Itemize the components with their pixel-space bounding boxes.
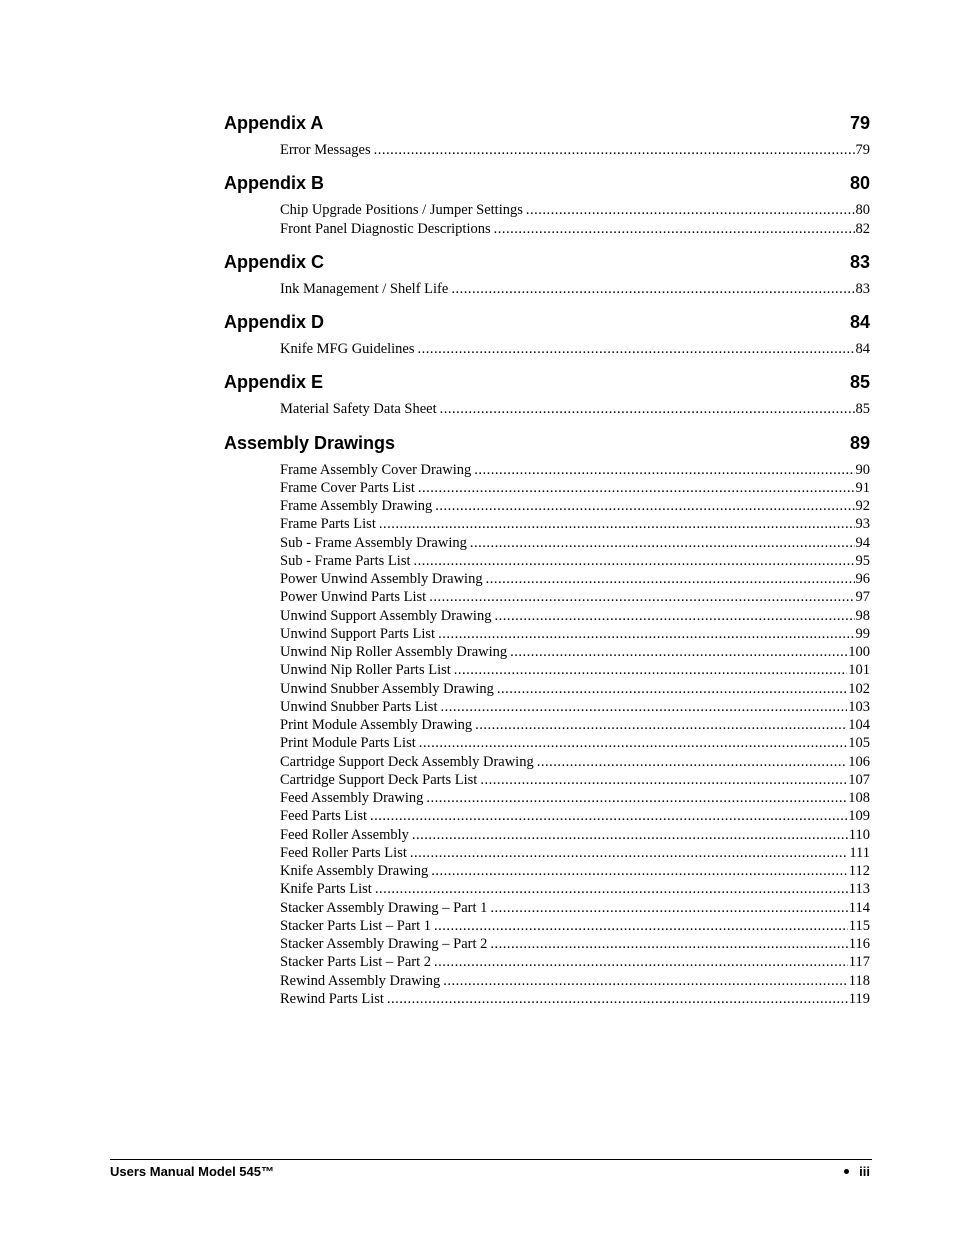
entry-title: Sub - Frame Assembly Drawing — [280, 534, 467, 551]
dot-leader — [412, 826, 848, 844]
toc-section-heading[interactable] — [224, 112, 870, 134]
dot-leader — [474, 461, 854, 479]
dot-leader — [418, 340, 855, 358]
entry-title: Feed Assembly Drawing — [280, 790, 424, 806]
toc-entry[interactable] — [280, 534, 870, 552]
toc-section-heading[interactable] — [224, 311, 870, 333]
dot-leader — [434, 917, 848, 935]
toc-entry[interactable] — [280, 771, 870, 789]
toc-entry[interactable] — [280, 990, 870, 1008]
entry-page-number: 96 — [855, 571, 870, 587]
entry-title: Print Module Assembly Drawing — [280, 717, 473, 733]
entry-page-number: 107 — [848, 771, 870, 788]
entry-title: Stacker Assembly Drawing – Part 2 — [280, 936, 488, 952]
entry-title: Stacker Parts List – Part 2 — [280, 954, 432, 971]
entry-page-number: 84 — [855, 341, 870, 357]
toc-entry[interactable] — [280, 807, 870, 825]
dot-leader — [470, 534, 855, 552]
entry-page-number: 114 — [848, 899, 870, 916]
entry-page-number: 106 — [848, 753, 870, 770]
entry-title: Power Unwind Assembly Drawing — [280, 571, 483, 587]
toc-entry[interactable] — [280, 220, 870, 238]
toc-entry-list — [280, 400, 870, 418]
entry-title: Unwind Support Assembly Drawing — [280, 607, 492, 624]
entry-page-number: 80 — [855, 202, 870, 219]
entry-title: Stacker Parts List – Part 1 — [280, 917, 432, 934]
toc-entry[interactable] — [280, 643, 870, 661]
dot-leader — [379, 515, 855, 533]
toc-entry-list — [280, 280, 870, 298]
dot-leader — [414, 552, 855, 570]
section-title: Appendix A — [224, 113, 324, 133]
toc-entry[interactable] — [280, 280, 870, 298]
section-page-number: 83 — [849, 251, 870, 272]
entry-title: Rewind Parts List — [280, 990, 384, 1007]
entry-title: Knife Assembly Drawing — [280, 863, 429, 879]
dot-leader — [490, 935, 847, 953]
toc-entry[interactable] — [280, 141, 870, 159]
entry-page-number: 118 — [848, 972, 870, 989]
entry-page-number: 98 — [855, 607, 870, 624]
entry-title: Knife MFG Guidelines — [280, 341, 415, 357]
toc-entry[interactable] — [280, 661, 870, 679]
entry-title: Chip Upgrade Positions / Jumper Settings — [280, 202, 523, 219]
toc-section-heading[interactable] — [224, 251, 870, 273]
dot-leader — [438, 625, 854, 643]
entry-page-number: 90 — [855, 461, 870, 478]
entry-page-number: 109 — [848, 808, 870, 825]
section-page-number: 89 — [849, 432, 870, 453]
entry-page-number: 92 — [855, 498, 870, 514]
entry-title: Unwind Snubber Parts List — [280, 698, 438, 715]
bullet-icon — [844, 1169, 849, 1174]
entry-page-number: 91 — [855, 479, 870, 496]
toc-entry[interactable] — [280, 625, 870, 643]
dot-leader — [443, 972, 847, 990]
toc-entry-list — [280, 201, 870, 238]
entry-page-number: 108 — [848, 790, 870, 806]
entry-page-number: 93 — [855, 516, 870, 533]
toc-entry[interactable] — [280, 552, 870, 570]
toc-entry[interactable] — [280, 972, 870, 990]
section-page-number: 80 — [849, 173, 870, 194]
entry-page-number: 112 — [848, 863, 870, 879]
toc-section-heading[interactable] — [224, 172, 870, 194]
toc-section — [224, 172, 870, 238]
dot-leader — [490, 899, 847, 917]
dot-leader — [431, 862, 848, 880]
entry-page-number: 94 — [855, 534, 870, 551]
section-title: Appendix C — [224, 251, 325, 272]
toc-section — [224, 432, 870, 1009]
footer-page-number-group — [844, 1164, 872, 1179]
dot-leader — [480, 771, 847, 789]
dot-leader — [537, 753, 848, 771]
toc-entry[interactable] — [280, 862, 870, 880]
toc-entry-list — [280, 141, 870, 159]
entry-title: Power Unwind Parts List — [280, 589, 427, 606]
entry-title: Sub - Frame Parts List — [280, 552, 411, 569]
toc-entry[interactable] — [280, 570, 870, 588]
entry-title: Material Safety Data Sheet — [280, 401, 437, 418]
section-title: Assembly Drawings — [224, 432, 396, 453]
toc-section — [224, 371, 870, 418]
toc-entry[interactable] — [280, 899, 870, 917]
entry-page-number: 102 — [848, 680, 870, 697]
toc-section — [224, 311, 870, 358]
page-footer — [110, 1159, 872, 1179]
dot-leader — [494, 220, 855, 238]
toc-entry-list — [280, 461, 870, 1009]
toc-entry[interactable] — [280, 734, 870, 752]
footer-manual-title: Users Manual Model 545™ — [110, 1164, 274, 1179]
entry-title: Feed Parts List — [280, 808, 367, 825]
toc-entry[interactable] — [280, 698, 870, 716]
entry-title: Frame Assembly Drawing — [280, 498, 433, 514]
toc-entry[interactable] — [280, 515, 870, 533]
entry-page-number: 110 — [848, 826, 870, 843]
toc-entry[interactable] — [280, 935, 870, 953]
entry-page-number: 101 — [848, 662, 870, 679]
dot-leader — [429, 588, 854, 606]
dot-leader — [497, 680, 847, 698]
section-page-number: 84 — [849, 312, 870, 332]
dot-leader — [526, 201, 855, 219]
entry-page-number: 119 — [848, 990, 870, 1007]
toc-entry[interactable] — [280, 201, 870, 219]
dot-leader — [440, 698, 847, 716]
entry-page-number: 83 — [855, 280, 870, 297]
toc-entry[interactable] — [280, 340, 870, 358]
entry-title: Frame Parts List — [280, 516, 376, 533]
entry-page-number: 116 — [848, 936, 870, 952]
entry-title: Unwind Nip Roller Assembly Drawing — [280, 644, 508, 660]
toc-entry[interactable] — [280, 917, 870, 935]
entry-title: Feed Roller Parts List — [280, 844, 407, 861]
dot-leader — [418, 479, 855, 497]
toc-entry[interactable] — [280, 479, 870, 497]
toc-entry[interactable] — [280, 400, 870, 418]
entry-title: Knife Parts List — [280, 881, 372, 898]
toc-entry[interactable] — [280, 461, 870, 479]
entry-page-number: 105 — [848, 735, 870, 752]
dot-leader — [510, 643, 847, 661]
dot-leader — [475, 716, 847, 734]
entry-title: Rewind Assembly Drawing — [280, 972, 441, 989]
entry-page-number: 100 — [848, 644, 870, 660]
table-of-contents — [224, 112, 870, 1021]
dot-leader — [440, 400, 855, 418]
toc-entry[interactable] — [280, 680, 870, 698]
toc-entry[interactable] — [280, 588, 870, 606]
entry-title: Stacker Assembly Drawing – Part 1 — [280, 899, 488, 916]
entry-page-number: 97 — [855, 589, 870, 606]
entry-page-number: 103 — [848, 698, 870, 715]
dot-leader — [426, 789, 847, 807]
entry-title: Error Messages — [280, 142, 371, 158]
entry-page-number: 117 — [848, 954, 870, 971]
dot-leader — [434, 953, 848, 971]
toc-entry[interactable] — [280, 826, 870, 844]
toc-section — [224, 251, 870, 298]
entry-title: Feed Roller Assembly — [280, 826, 409, 843]
entry-page-number: 115 — [848, 917, 870, 934]
toc-entry[interactable] — [280, 844, 870, 862]
dot-leader — [375, 880, 848, 898]
entry-title: Front Panel Diagnostic Descriptions — [280, 220, 491, 237]
entry-page-number: 82 — [855, 220, 870, 237]
entry-page-number: 85 — [855, 401, 870, 418]
toc-section — [224, 112, 870, 159]
toc-entry[interactable] — [280, 789, 870, 807]
entry-page-number: 99 — [855, 625, 870, 642]
dot-leader — [454, 661, 847, 679]
entry-page-number: 104 — [848, 717, 870, 733]
dot-leader — [486, 570, 855, 588]
toc-entry-list — [280, 340, 870, 358]
toc-entry[interactable] — [280, 716, 870, 734]
dot-leader — [410, 844, 848, 862]
entry-page-number: 111 — [849, 844, 870, 861]
toc-entry[interactable] — [280, 607, 870, 625]
toc-entry[interactable] — [280, 753, 870, 771]
dot-leader — [435, 497, 854, 515]
footer-page-number: iii — [859, 1164, 870, 1179]
toc-section-heading[interactable] — [224, 432, 870, 454]
entry-title: Print Module Parts List — [280, 735, 416, 752]
dot-leader — [374, 141, 855, 159]
dot-leader — [370, 807, 847, 825]
dot-leader — [419, 734, 848, 752]
entry-title: Unwind Nip Roller Parts List — [280, 662, 451, 679]
entry-page-number: 113 — [848, 881, 870, 898]
entry-title: Cartridge Support Deck Parts List — [280, 771, 478, 788]
entry-title: Frame Assembly Cover Drawing — [280, 461, 472, 478]
dot-leader — [494, 607, 854, 625]
entry-title: Unwind Support Parts List — [280, 625, 436, 642]
section-title: Appendix E — [224, 372, 324, 393]
section-title: Appendix B — [224, 173, 325, 194]
section-page-number: 79 — [849, 113, 870, 133]
dot-leader — [451, 280, 854, 298]
toc-entry[interactable] — [280, 497, 870, 515]
dot-leader — [387, 990, 848, 1008]
toc-section-heading[interactable] — [224, 371, 870, 393]
entry-title: Cartridge Support Deck Assembly Drawing — [280, 753, 534, 770]
entry-title: Unwind Snubber Assembly Drawing — [280, 680, 494, 697]
section-page-number: 85 — [849, 372, 870, 393]
toc-entry[interactable] — [280, 880, 870, 898]
entry-title: Ink Management / Shelf Life — [280, 280, 449, 297]
toc-entry[interactable] — [280, 953, 870, 971]
section-title: Appendix D — [224, 312, 325, 332]
entry-title: Frame Cover Parts List — [280, 479, 415, 496]
entry-page-number: 79 — [855, 142, 870, 158]
entry-page-number: 95 — [855, 552, 870, 569]
